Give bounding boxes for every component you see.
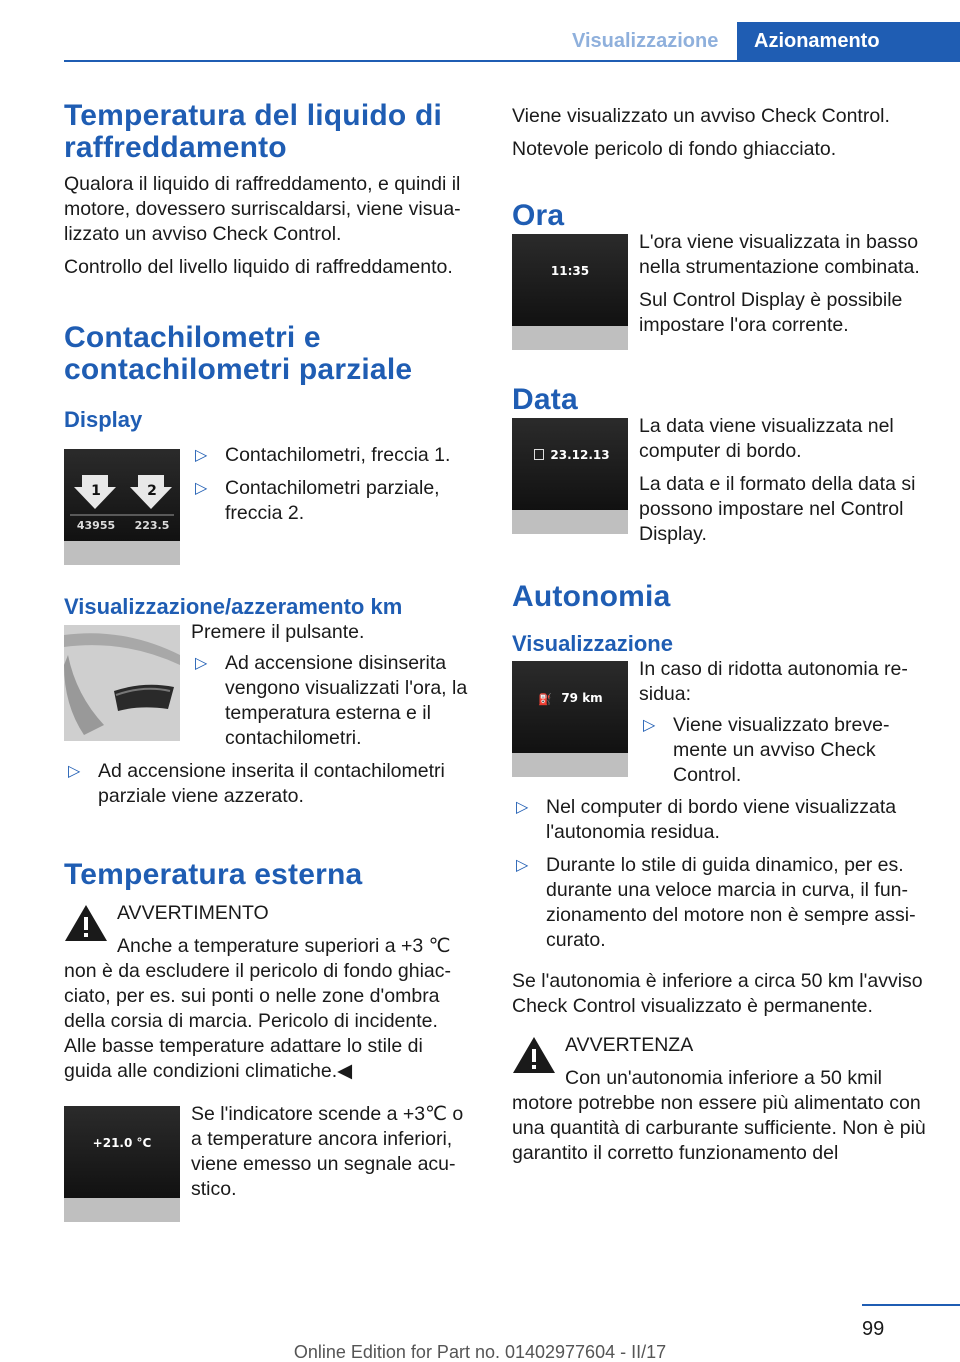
date-display-figure — [512, 418, 628, 534]
trip-value: 223.5 — [134, 519, 170, 532]
range-title: Autonomia — [512, 580, 671, 613]
range-display-figure — [512, 661, 628, 777]
reset-block — [64, 621, 474, 751]
odometer-subtitle: Display — [64, 407, 143, 432]
continuation-paragraph-2: Notevole pericolo di fondo ghiacciato. — [512, 138, 837, 160]
header-section-azionamento[interactable]: Azionamento — [737, 22, 960, 62]
range-bullet-1: ▷ Viene visualizzato brevemente un avviso Check Control. — [639, 713, 932, 788]
reset-bullet-1: ▷ Ad accensione disinserita vengono visualizzati l'ora, la temperatura esterna e il contachilometri. — [191, 651, 474, 751]
odometer-bullet-2: ▷ Contachilometri parziale, freccia 2. — [191, 476, 474, 526]
fuel-pump-icon: ⛽ — [538, 694, 552, 706]
bullet-triangle-icon: ▷ — [516, 799, 529, 816]
time-title: Ora — [512, 199, 565, 232]
temperature-display-figure — [64, 1106, 180, 1222]
range-readout: 79 km — [561, 691, 603, 705]
bullet-triangle-icon: ▷ — [516, 857, 529, 874]
range-paragraph-after: Se l'autonomia è inferiore a circa 50 km l'avviso Check Control visualizzato è permanente. — [512, 970, 923, 1017]
bullet-triangle-icon: ▷ — [643, 717, 656, 734]
outside-temp-title: Temperatura esterna — [64, 858, 363, 891]
time-block — [512, 231, 932, 350]
coolant-title: Temperatura del liquido di raffreddamento — [64, 99, 443, 164]
outside-temp-warning — [64, 901, 474, 1084]
odometer-bullet-1: ▷ Contachilometri, freccia 1. — [191, 443, 474, 468]
time-paragraph-2: Sul Control Display è possibile impostare l'ora corrente. — [639, 289, 903, 336]
odometer-title: Contachilometri e contachilometri parziale — [64, 321, 413, 386]
footer-rule — [862, 1304, 960, 1306]
bullet-triangle-icon: ▷ — [195, 447, 208, 464]
arrow-number-2: 2 — [147, 483, 157, 499]
temperature-readout: +21.0 °C — [92, 1136, 152, 1150]
continuation-paragraph-1: Viene visualizzato un avviso Check Control. — [512, 105, 890, 127]
warning-first-line: Con un'autonomia inferiore a 50 kmil — [565, 1067, 882, 1089]
warning-body: non è da escludere il pericolo di fondo ghiacciato, per es. sui ponti o nelle zone d'ombra della corsia di marcia. Pericolo di incidente. Alle basse temperature adattare lo stile di guida alle condizioni climatiche.◀ — [64, 960, 452, 1082]
range-intro: In caso di ridotta autonomia residua: — [639, 658, 908, 705]
bullet-triangle-icon: ▷ — [195, 655, 208, 672]
dashboard-button-graphic — [64, 625, 180, 741]
reset-bullet-2: ▷ Ad accensione inserita il contachilometri parziale viene azzerato. — [64, 759, 474, 809]
date-paragraph-2: La data e il formato della data si possono impostare nel Control Display. — [639, 473, 916, 545]
reset-button-figure — [64, 625, 180, 741]
coolant-paragraph-2: Controllo del livello liquido di raffreddamento. — [64, 256, 453, 278]
range-block — [512, 658, 932, 788]
date-readout: 23.12.13 — [550, 448, 610, 462]
time-paragraph-1: L'ora viene visualizzata in basso nella strumentazione combinata. — [639, 231, 920, 278]
range-bullet-3: ▷ Durante lo stile di guida dinamico, per es. durante una veloce marcia in curva, il funzionamento del motore non è sempre assicurato. — [512, 853, 932, 953]
odometer-display-figure — [64, 449, 180, 565]
date-paragraph-1: La data viene visualizzata nel computer di bordo. — [639, 415, 894, 462]
reset-intro: Premere il pulsante. — [191, 621, 365, 643]
coolant-paragraph-1: Qualora il liquido di raffreddamento, e quindi il motore, dovessero surriscaldarsi, viene visualizzato un avviso Check Control. — [64, 173, 461, 245]
odometer-value: 43955 — [76, 519, 116, 532]
date-title: Data — [512, 383, 578, 416]
bullet-triangle-icon: ▷ — [68, 763, 81, 780]
arrow-number-1: 1 — [91, 483, 101, 499]
left-column — [64, 100, 474, 1222]
edition-footer: Online Edition for Part no. 01402977604 - II/17 — [293, 1342, 667, 1362]
warning-first-line: Anche a temperature superiori a +3 ℃ — [117, 935, 451, 957]
range-bullet-2: ▷ Nel computer di bordo viene visualizzata l'autonomia residua. — [512, 795, 932, 845]
reset-subtitle: Visualizzazione/azzeramento km — [64, 594, 403, 619]
page-number: 99 — [862, 1318, 885, 1340]
page-header — [64, 22, 960, 62]
right-column — [512, 100, 932, 1166]
bullet-triangle-icon: ▷ — [195, 480, 208, 497]
warning-triangle-icon — [512, 1035, 556, 1075]
range-subtitle: Visualizzazione — [512, 631, 673, 656]
temp-side-text: Se l'indicatore scende a +3℃ o a temperature ancora inferiori, viene emesso un segnale acustico. — [191, 1103, 464, 1200]
warning-triangle-icon — [64, 903, 108, 943]
warning-label: AVVERTIMENTO — [117, 902, 269, 924]
header-section-visualizzazione[interactable]: Visualizzazione — [572, 30, 719, 52]
time-readout: 11:35 — [550, 264, 590, 278]
date-block — [512, 415, 932, 547]
odometer-block — [64, 444, 474, 565]
warning-label: AVVERTENZA — [565, 1034, 694, 1056]
temp-display-block — [64, 1103, 474, 1222]
time-display-figure — [512, 234, 628, 350]
range-warning — [512, 1033, 932, 1166]
warning-body: motore potrebbe non essere più alimentato con una quantità di carburante sufficiente. Non è più garantito il corretto funzionamento del — [512, 1092, 926, 1164]
